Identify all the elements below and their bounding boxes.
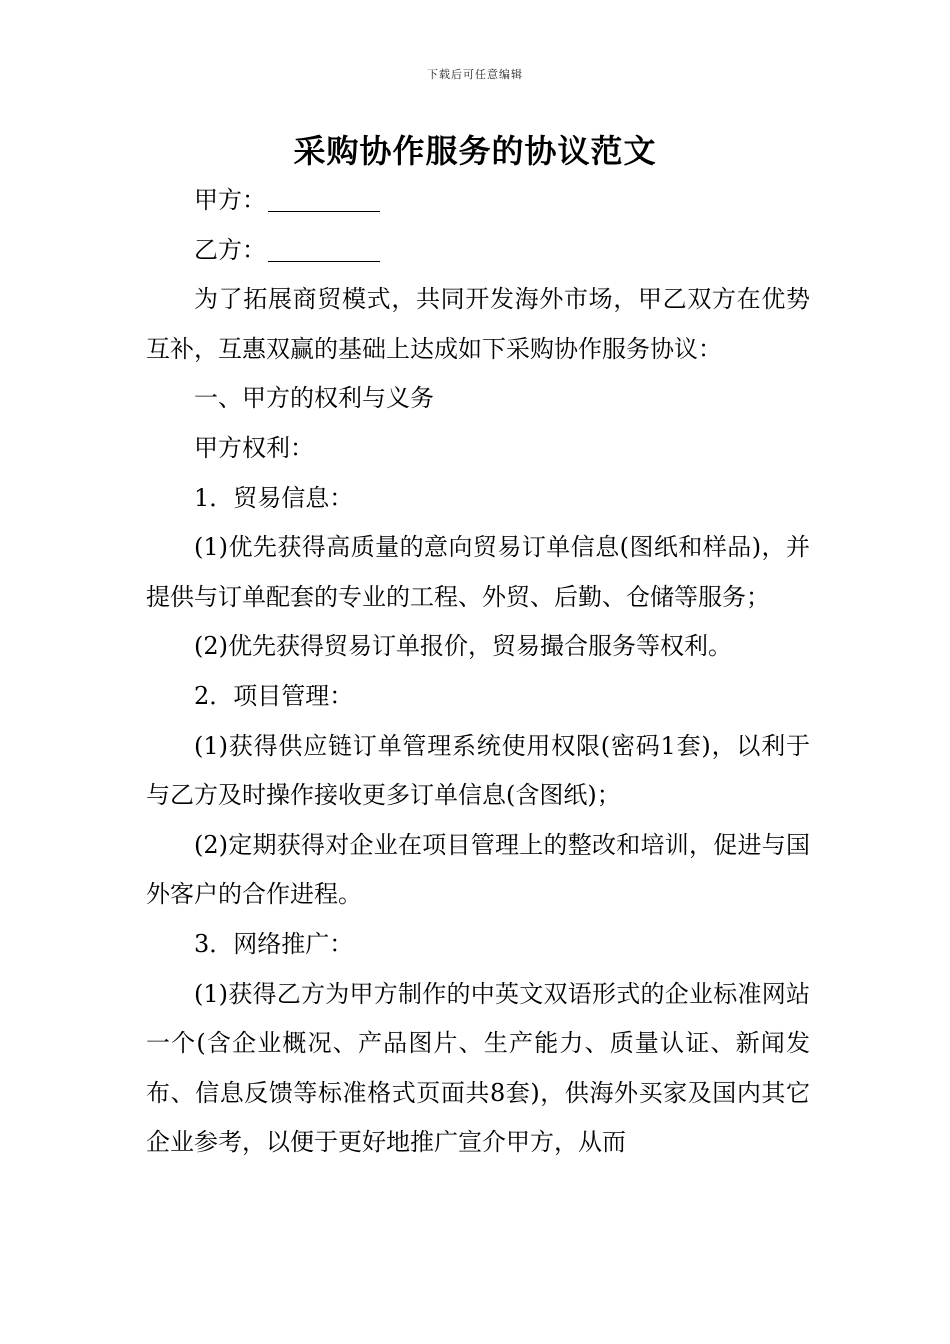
item-trade-info: 1．贸易信息： xyxy=(194,483,354,512)
party-a-line xyxy=(146,176,810,226)
header-note: 下载后可任意编辑 xyxy=(427,68,523,81)
party-a-blank xyxy=(268,189,380,212)
party-b-label: 乙方： xyxy=(194,235,266,264)
clause-trade-info-2: (2)优先获得贸易订单报价，贸易撮合服务等权利。 xyxy=(194,632,732,661)
document-title: 采购协作服务的协议范文 xyxy=(293,132,657,170)
item-project-management: 2．项目管理： xyxy=(194,681,354,710)
clause-project-management-1: (1)获得供应链订单管理系统使用权限(密码1套)，以利于与乙方及时操作接收更多订单信息(含图纸)； xyxy=(146,731,810,810)
party-b-blank xyxy=(268,239,380,262)
party-b-line xyxy=(146,226,810,276)
paragraph-intro: 为了拓展商贸模式，共同开发海外市场，甲乙双方在优势互补，互惠双赢的基础上达成如下采购协作服务协议： xyxy=(146,285,810,363)
document-body xyxy=(146,176,810,1168)
item-network-promotion: 3．网络推广： xyxy=(194,929,354,958)
clause-network-promotion-1: (1)获得乙方为甲方制作的中英文双语形式的企业标准网站一个(含企业概况、产品图片、生产能力、质量认证、新闻发布、信息反馈等标准格式页面共8套)，供海外买家及国内其它企业参考，以便于更好地推广宣介甲方，从而 xyxy=(146,979,810,1157)
subheading-party-a-rights: 甲方权利： xyxy=(194,433,314,462)
clause-project-management-2: (2)定期获得对企业在项目管理上的整改和培训，促进与国外客户的合作进程。 xyxy=(146,830,810,909)
party-a-label: 甲方： xyxy=(194,186,266,214)
clause-trade-info-1: (1)优先获得高质量的意向贸易订单信息(图纸和样品)，并提供与订单配套的专业的工程、外贸、后勤、仓储等服务； xyxy=(146,533,810,611)
section-heading-party-a-rights-obligations: 一、甲方的权利与义务 xyxy=(194,384,434,413)
